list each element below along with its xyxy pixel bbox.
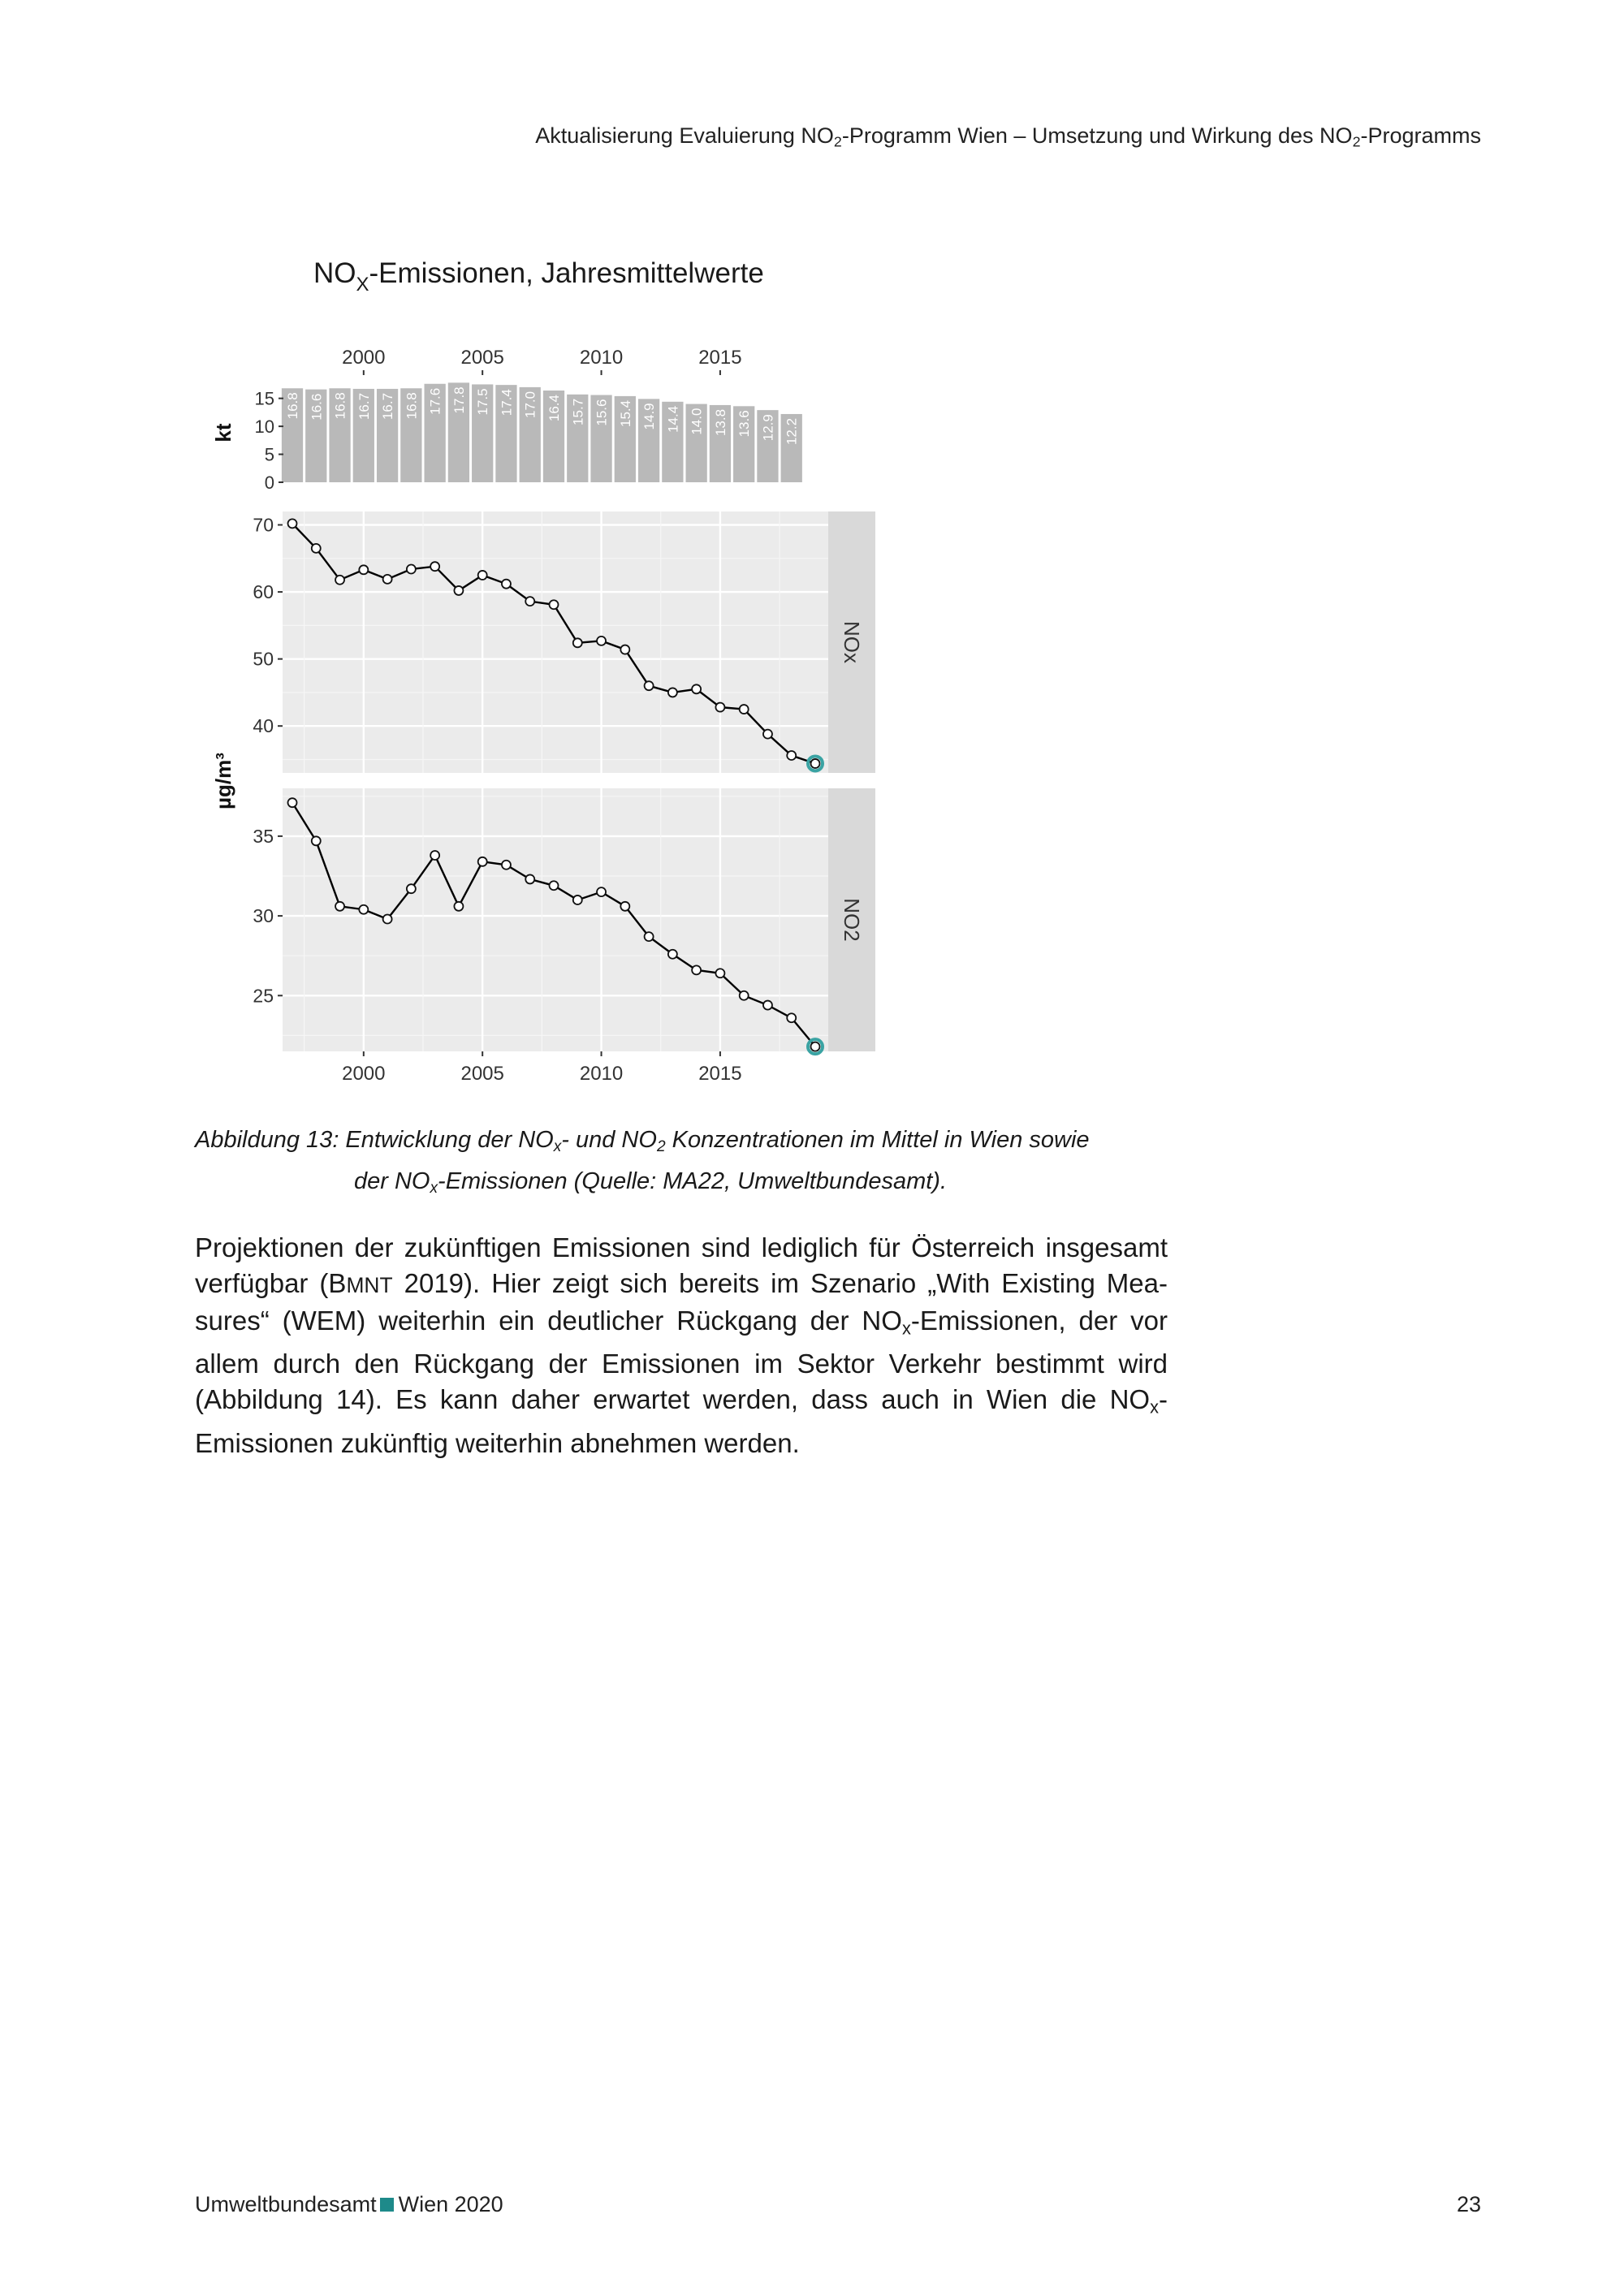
xtick-label: 2015: [698, 1063, 742, 1085]
figure-nox-chart: [195, 244, 926, 1088]
emission-bar-label: 16.8: [404, 392, 420, 420]
emission-bar-label: 12.9: [760, 414, 776, 442]
data-point: [597, 887, 606, 896]
data-point: [407, 565, 416, 574]
data-point: [763, 730, 772, 739]
data-point: [312, 544, 321, 553]
emissions-bar-chart: [211, 347, 802, 493]
data-point: [430, 562, 439, 571]
nox-chart-svg: [195, 244, 926, 1088]
data-point: [715, 969, 724, 978]
ytick-label: 35: [253, 825, 274, 847]
page-number: 23: [1456, 2192, 1481, 2216]
panel-nox: [253, 511, 875, 773]
ytick-label: 40: [253, 715, 274, 737]
xtick-label: 2010: [579, 1063, 624, 1085]
data-point: [312, 836, 321, 845]
emission-bar-label: 15.4: [617, 399, 633, 428]
data-point: [502, 861, 511, 870]
data-point: [787, 1013, 796, 1022]
running-header: Aktualisierung Evaluierung $NO_2$-Programm Wien – Umsetzung und Wirkung des $NO_2$-Programms: [535, 123, 1481, 150]
caption-line-1: Abbildung 13: Entwicklung der $NO_x-$ und $NO_2$ Konzentrationen im Mittel in Wien sowie: [195, 1127, 1090, 1155]
data-point: [573, 638, 582, 647]
emission-bar-label: 16.8: [285, 392, 300, 420]
data-point: [787, 751, 796, 760]
data-point: [383, 915, 392, 924]
footer-org: Umweltbundesamt Wien 2020: [195, 2192, 503, 2216]
panel-no2: [253, 788, 875, 1054]
data-point: [478, 571, 487, 580]
emission-bar-label: 17.6: [427, 387, 443, 415]
emission-ytick-label: 10: [254, 416, 274, 438]
emission-xtick-label: 2005: [460, 347, 504, 369]
emission-ylabel: kt: [211, 423, 235, 442]
data-point: [550, 600, 559, 609]
data-point: [335, 576, 344, 585]
data-point: [763, 1001, 772, 1010]
emission-xtick-label: 2015: [698, 347, 742, 369]
data-point: [454, 902, 463, 911]
emission-bar-label: 13.8: [712, 408, 728, 437]
concentration-ylabel: µg/m³: [211, 753, 235, 809]
data-point: [525, 874, 534, 883]
data-point: [525, 597, 534, 606]
xtick-label: 2000: [342, 1063, 386, 1085]
emission-bar-label: 16.4: [546, 395, 562, 422]
body-paragraph: Projektionen der zukünftigen Emissionen sind lediglich für Österreich insgesamt verfügbar (BMNT 2019). Hier zeigt sich bereits im Szenario „With Existing Mea-sures“ (WEM) weiterhin ein deutlicher Rückgang der $NO_x$-Emissionen, der vor allem durch den Rückgang der Emissionen im Sektor Verkehr bestimmt wird (Abbildung 14). Es kann daher erwartet werden, dass auch in Wien die $NO_x$-Emissionen zukünftig weiterhin abnehmen werden.: [195, 1232, 1168, 1458]
data-point: [359, 905, 368, 914]
data-point: [407, 884, 416, 893]
data-point: [359, 565, 368, 574]
panel-strip-label: NOx: [840, 621, 864, 663]
data-point: [692, 965, 701, 974]
data-point: [715, 703, 724, 712]
ytick-label: 50: [253, 648, 274, 670]
data-point: [288, 519, 297, 528]
data-point: [478, 857, 487, 866]
data-point: [573, 896, 582, 904]
data-point: [454, 586, 463, 595]
emission-bar-label: 17.8: [451, 386, 467, 414]
emission-bar-label: 17.5: [475, 388, 491, 416]
emission-bar-label: 14.4: [665, 405, 681, 433]
data-point: [645, 681, 654, 690]
emission-ytick-label: 5: [264, 444, 274, 465]
emission-bar-label: 14.9: [641, 403, 658, 430]
emission-bar-label: 14.0: [689, 408, 705, 435]
emission-bar-label: 16.7: [380, 392, 396, 421]
data-point: [335, 902, 344, 911]
emission-bar-label: 15.7: [570, 398, 586, 425]
footer-square-icon: [380, 2198, 394, 2212]
data-point: [383, 575, 392, 584]
data-point: [620, 645, 629, 654]
figure-caption: [195, 1123, 1169, 1206]
emission-ytick-label: 0: [264, 473, 274, 493]
ytick-label: 30: [253, 905, 274, 927]
data-point: [668, 688, 677, 697]
data-point: [692, 684, 701, 693]
data-point: [597, 637, 606, 645]
ytick-label: 25: [253, 985, 274, 1007]
chart-title: $NO_X$-Emissionen, Jahresmittelwerte: [313, 257, 764, 296]
emission-xtick-label: 2000: [342, 347, 386, 369]
data-point: [668, 950, 677, 959]
data-point: [811, 759, 820, 768]
data-point: [288, 798, 297, 807]
panel-strip-label: NO2: [840, 898, 864, 942]
emission-bar-label: 16.7: [356, 392, 372, 421]
emission-bar-label: 13.6: [736, 410, 753, 438]
emission-xtick-label: 2010: [579, 347, 624, 369]
ytick-label: 70: [253, 514, 274, 536]
emission-bar-label: 16.8: [332, 392, 348, 420]
data-point: [430, 851, 439, 860]
caption-line-2: der $NO_x$-Emissionen (Quelle: MA22, Umweltbundesamt).: [354, 1167, 948, 1197]
emission-bar-label: 17.0: [522, 391, 538, 418]
data-point: [811, 1042, 820, 1051]
emission-ytick-label: 15: [254, 388, 274, 409]
data-point: [645, 932, 654, 941]
data-point: [740, 705, 749, 714]
data-point: [550, 881, 559, 890]
emission-bar-label: 16.6: [309, 393, 325, 421]
ytick-label: 60: [253, 581, 274, 603]
xtick-label: 2005: [460, 1063, 504, 1085]
emission-bar-label: 17.4: [499, 389, 515, 416]
data-point: [502, 580, 511, 589]
data-point: [620, 902, 629, 911]
emission-bar-label: 12.2: [784, 417, 800, 446]
concentration-panels: [211, 511, 875, 1085]
emission-bar-label: 15.6: [594, 399, 610, 426]
data-point: [740, 991, 749, 1000]
